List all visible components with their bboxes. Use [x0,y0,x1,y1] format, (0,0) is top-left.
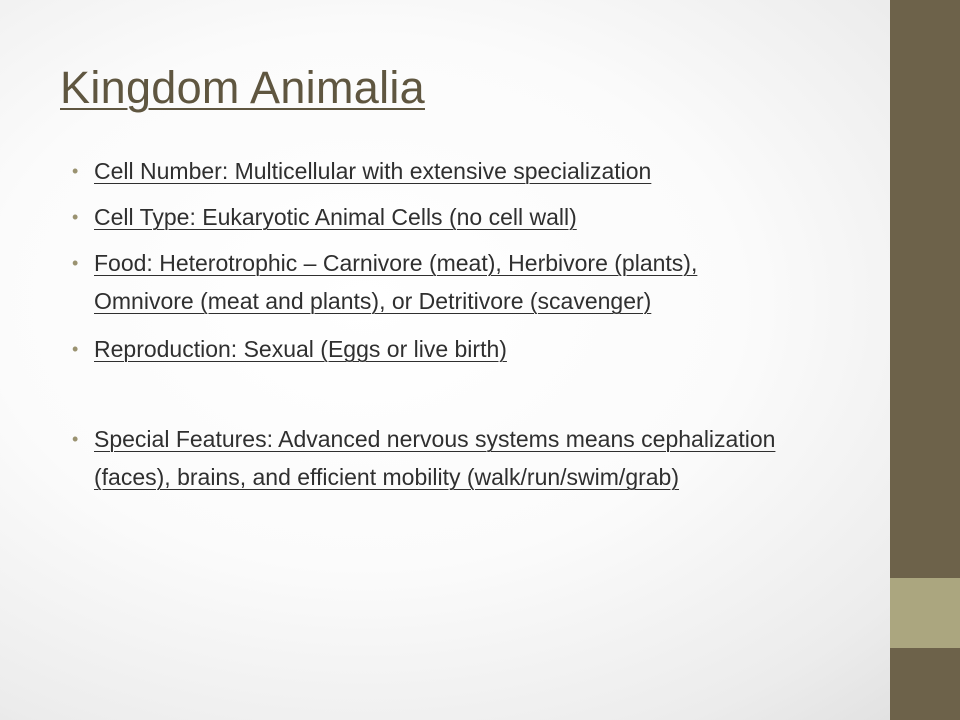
bullet-marker-icon: • [72,429,79,449]
bullet-cell-type [70,198,790,236]
bullet-reproduction [70,330,790,368]
bullet-food [70,244,790,320]
bullet-marker-icon: • [72,207,79,227]
bullet-marker-icon: • [72,253,79,273]
bullet-text: Reproduction: Sexual (Eggs or live birth) [94,336,507,362]
bullet-text: Cell Type: Eukaryotic Animal Cells (no cell wall) [94,204,577,230]
bullet-text: Food: Heterotrophic – Carnivore (meat), Herbivore (plants), Omnivore (meat and plants), or Detritivore (scavenger) [94,250,698,314]
bullet-cell-number [70,152,790,190]
bullet-marker-icon: • [72,339,79,359]
bullet-text: Special Features: Advanced nervous systems means cephalization (faces), brains, and efficient mobility (walk/run/swim/grab) [94,426,776,490]
sidebar-accent-band [890,578,960,648]
bullet-list [70,152,790,496]
bullet-text: Cell Number: Multicellular with extensive specialization [94,158,652,184]
decorative-sidebar [890,0,960,720]
bullet-marker-icon: • [72,161,79,181]
slide-title: Kingdom Animalia [60,62,425,113]
bullet-special-features [70,420,790,496]
